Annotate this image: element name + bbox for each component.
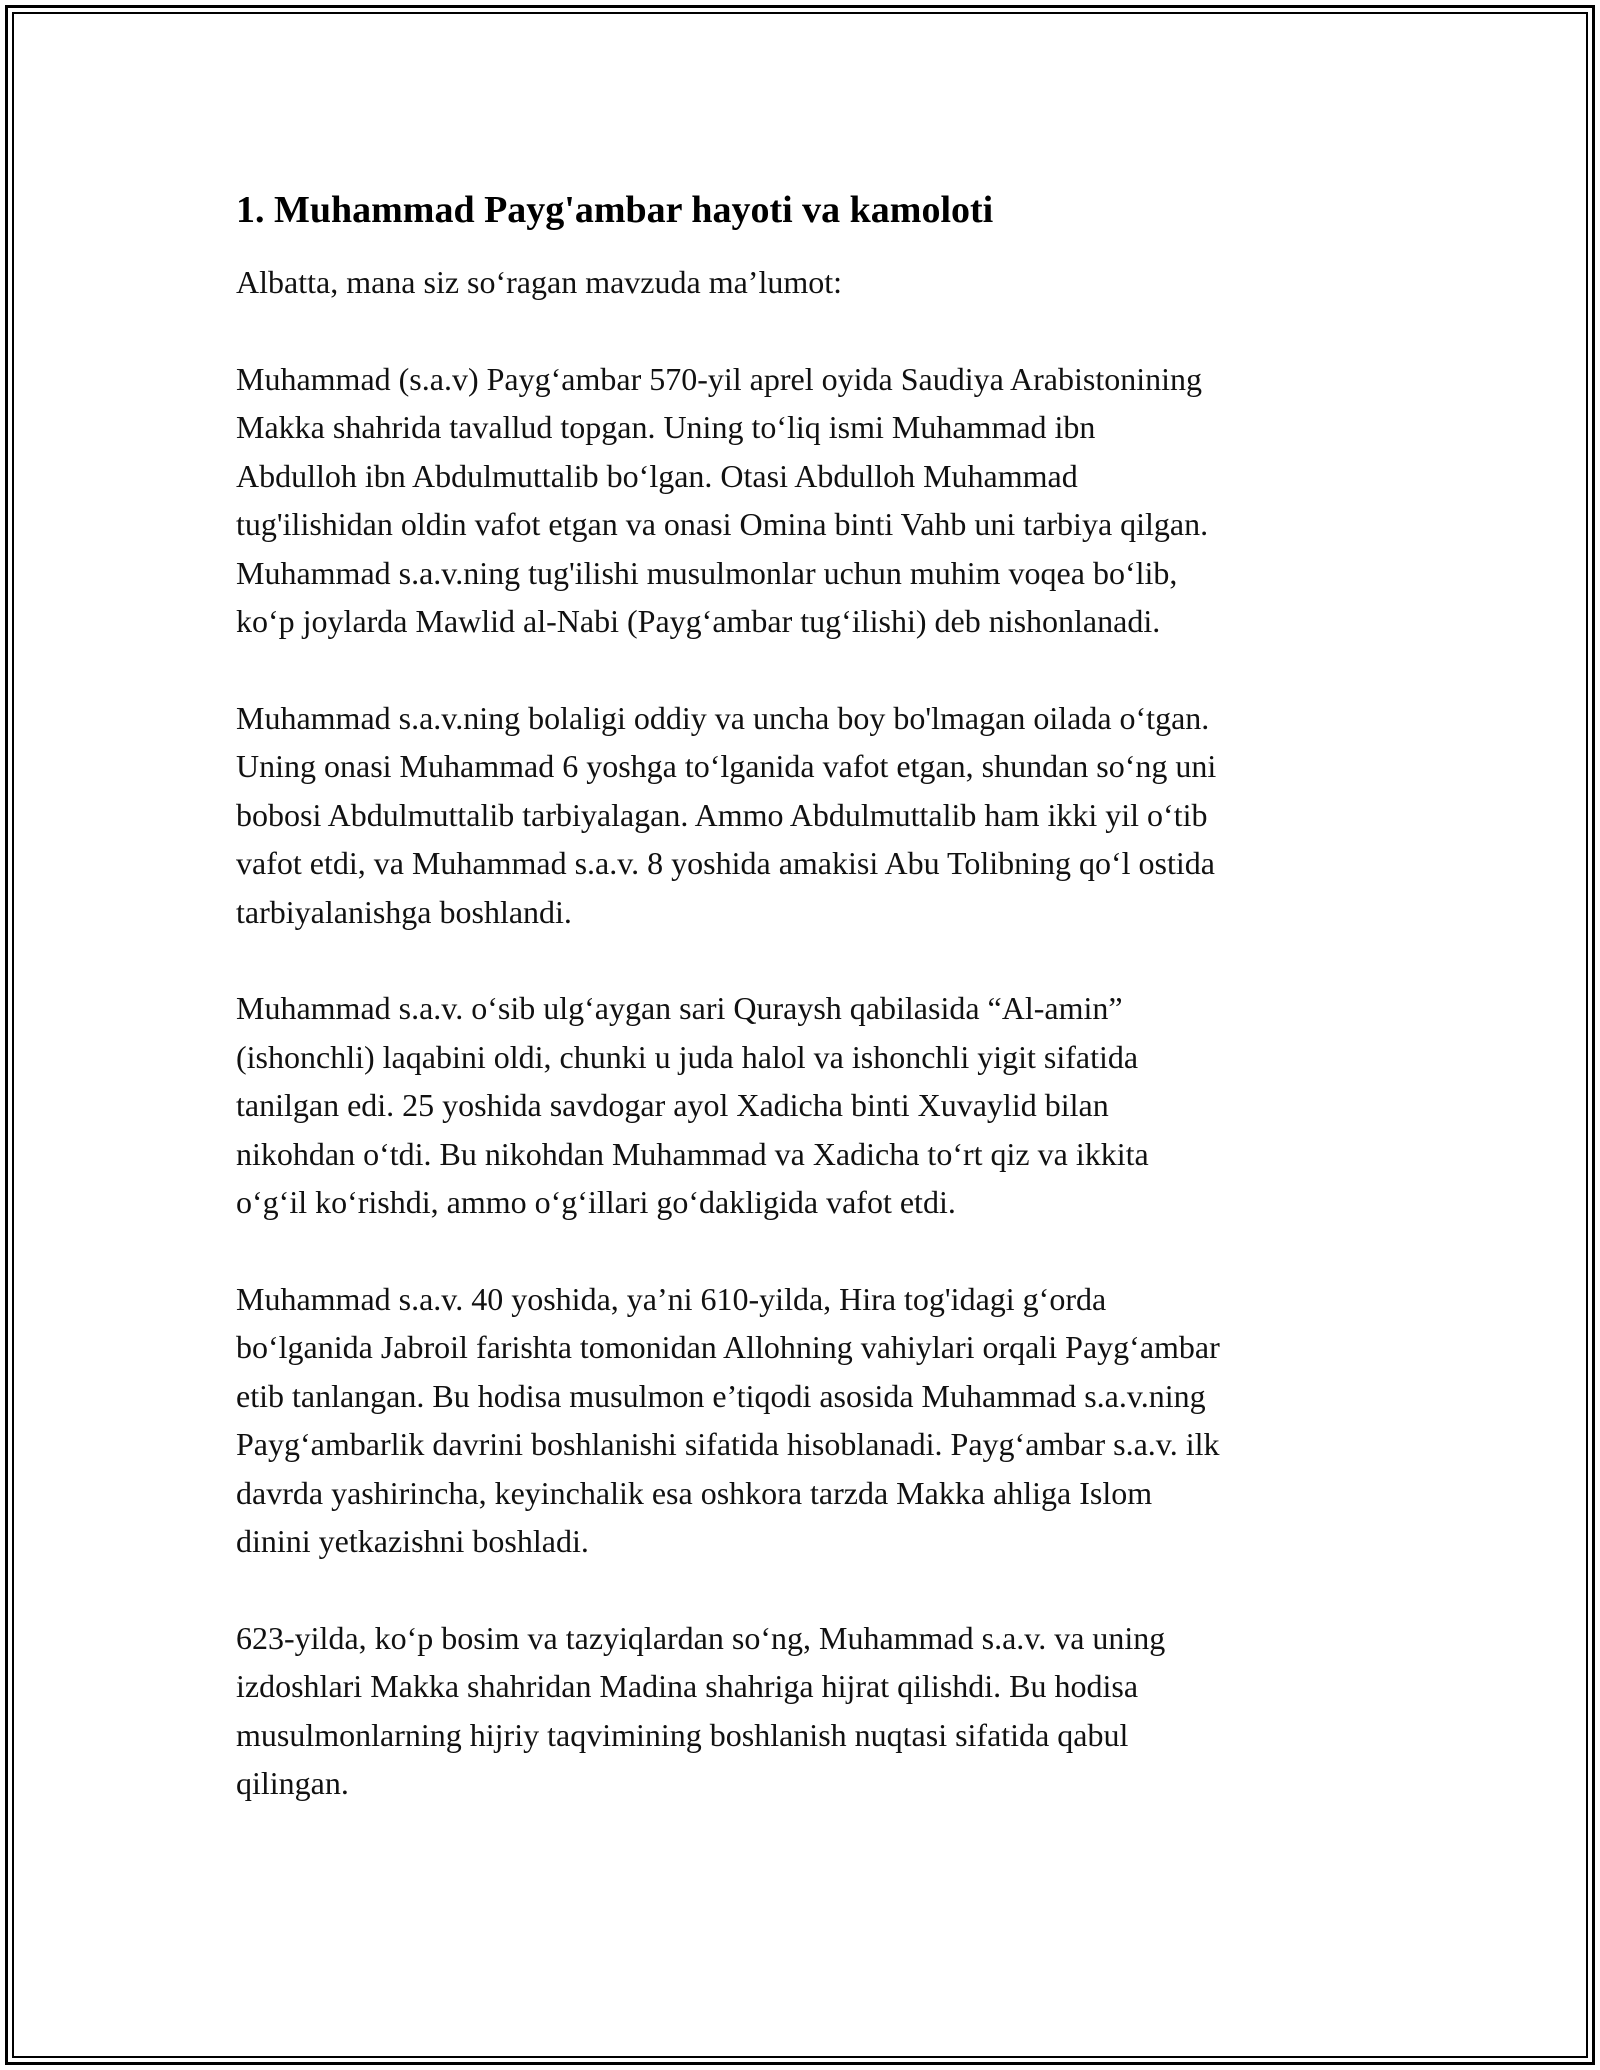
birth-paragraph: Muhammad (s.a.v) Payg‘ambar 570-yil aprel oyida Saudiya Arabistonining Makka shahrida tavallud topgan. Uning to‘liq ismi Muhammad ibn Abdulloh ibn Abdulmuttalib bo‘lgan. Otasi Abdulloh Muhammad tug'ilishidan oldin vafot etgan va onasi Omina binti Vahb uni tarbiya qilgan. Muhammad s.a.v.ning tug'ilishi musulmonlar uchun muhim voqea bo‘lib, ko‘p joylarda Mawlid al-Nabi (Payg‘ambar tug‘ilishi) deb nishonlanadi. bbox=[236, 360, 1209, 639]
marriage-paragraph: Muhammad s.a.v. o‘sib ulg‘aygan sari Quraysh qabilasida “Al-amin” (ishonchli) laqabini oldi, chunki u juda halol va ishonchli yigit sifatida tanilgan edi. 25 yoshida savdogar ayol Xadicha binti Xuvaylid bilan nikohdan o‘tdi. Bu nikohdan Muhammad va Xadicha to‘rt qiz va ikkita o‘g‘il ko‘rishdi, ammo o‘g‘illari go‘dakligida vafot etdi. bbox=[236, 990, 1149, 1220]
document-title: 1. Muhammad Payg'ambar hayoti va kamoloti bbox=[236, 189, 994, 231]
prophethood-paragraph: Muhammad s.a.v. 40 yoshida, ya’ni 610-yilda, Hira tog'idagi g‘orda bo‘lganida Jabroil farishta tomonidan Allohning vahiylari orqali Payg‘ambar etib tanlangan. Bu hodisa musulmon e’tiqodi asosida Muhammad s.a.v.ning Payg‘ambarlik davrini boshlanishi sifatida hisoblanadi. Payg‘ambar s.a.v. ilk davrda yashirincha, keyinchalik esa oshkora tarzda Makka ahliga Islom dinini yetkazishni boshladi. bbox=[236, 1280, 1220, 1559]
intro-paragraph: Albatta, mana siz so‘ragan mavzuda ma’lumot: bbox=[236, 264, 843, 300]
hijra-paragraph: 623-yilda, ko‘p bosim va tazyiqlardan so‘ng, Muhammad s.a.v. va uning izdoshlari Makka shahridan Madina shahriga hijrat qilishdi. Bu hodisa musulmonlarning hijriy taqvimining boshlanish nuqtasi sifatida qabul qilingan. bbox=[236, 1619, 1166, 1801]
childhood-paragraph: Muhammad s.a.v.ning bolaligi oddiy va uncha boy bo'lmagan oilada o‘tgan. Uning onasi Muhammad 6 yoshga to‘lganida vafot etgan, shundan so‘ng uni bobosi Abdulmuttalib tarbiyalagan. Ammo Abdulmuttalib ham ikki yil o‘tib vafot etdi, va Muhammad s.a.v. 8 yoshida amakisi Abu Tolibning qo‘l ostida tarbiyalanishga boshlandi. bbox=[236, 699, 1217, 930]
document-body bbox=[236, 186, 1386, 1856]
